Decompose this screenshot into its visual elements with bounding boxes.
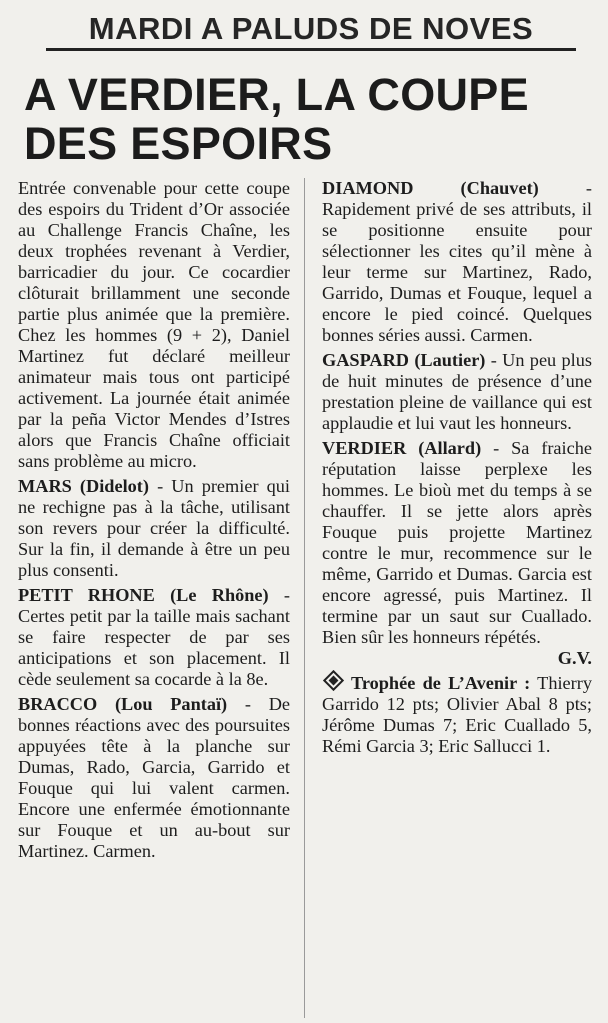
bull-text-diamond: Rapidement privé de ses attributs, il se positionne ensuite pour sélectionner les cites qu’il mène à leur terme sur Martinez, Rado, Garrido, Dumas et Fouque, lequel a encore le pied coincé. Quelques bonnes séries aussi. Carmen. <box>322 199 592 345</box>
bull-text-bracco: De bonnes réactions avec des poursuites appuyées tête à la planche sur Dumas, Rado, Garcia, Garrido et Fouque qui lui valent carmen. Encore une enfermée émotionnante sur Fouque et un au-bout sur Martinez. Carmen. <box>18 694 290 861</box>
headline: A VERDIER, LA COUPE DES ESPOIRS <box>24 69 529 169</box>
bull-text-petit-rhone: Certes petit par la taille mais sachant se faire respecter de par ses anticipations et son placement. Il cède seulement sa cocarde à la 8e. <box>18 606 290 689</box>
bull-text-verdier: Sa fraiche réputation laisse perplexe les hommes. Le bioù met du temps à se chauffer. Il se jette alors après Fouque puis projette Martinez contre le mur, recommence sur le même, Garrido et Dumas. Garcia est encore agressé, puis Martinez. Il termine par un saut sur Cuallado. Bien sûr les honneurs répétés. <box>322 438 592 647</box>
bull-entry-mars: MARS (Didelot) - Un premier qui ne rechigne pas à la tâche, utilisant son revers pour créer la difficulté. Sur la fin, il demande à être un peu plus consenti. <box>18 476 290 580</box>
bull-name-mars: MARS (Didelot) <box>18 476 149 496</box>
bull-entry-bracco: BRACCO (Lou Pantaï) - De bonnes réactions avec des poursuites appuyées tête à la planche sur Dumas, Rado, Garcia, Garrido et Fouque qui lui valent carmen. Encore une enfermée émotionnante sur Fouque et un au-bout sur Martinez. Carmen. <box>18 694 290 861</box>
bull-name-bracco: BRACCO (Lou Pantaï) <box>18 694 228 714</box>
bull-entry-verdier: VERDIER (Allard) - Sa fraiche réputation laisse perplexe les hommes. Le bioù met du temps à se chauffer. Il se jette alors après Fouque puis projette Martinez contre le mur, recommence sur le même, Garrido et Dumas. Garcia est encore agressé, puis Martinez. Il termine par un saut sur Cuallado. Bien sûr les honneurs répétés. <box>322 438 592 647</box>
author-signature: G.V. <box>557 648 592 668</box>
right-column <box>322 178 592 1023</box>
bull-name-verdier: VERDIER (Allard) <box>322 438 482 458</box>
diamond-bullet-icon <box>323 670 344 691</box>
left-column <box>18 178 290 1023</box>
bull-text-mars: Un premier qui ne rechigne pas à la tâche, utilisant son revers pour créer la difficulté. Sur la fin, il demande à être un peu plus consenti. <box>18 476 290 580</box>
trophy-text: Thierry Garrido 12 pts; Olivier Abal 8 pts; Jérôme Dumas 7; Eric Cuallado 5, Rémi Garcia 3; Eric Sallucci 1. <box>322 673 592 756</box>
bull-entry-petit-rhone: PETIT RHONE (Le Rhône) - Certes petit par la taille mais sachant se faire respecter de par ses anticipations et son placement. Il cède seulement sa cocarde à la 8e. <box>18 585 290 689</box>
intro-paragraph: Entrée convenable pour cette coupe des espoirs du Trident d’Or associée au Challenge Francis Chaîne, les deux trophées revenant à Verdier, barricadier du jour. Ce cocardier clôturait brillamment une seconde partie plus animée que la première. Chez les hommes (9 + 2), Daniel Martinez fut déclaré meilleur animateur mais tous ont participé activement. La journée était animée par la peña Victor Mendes d’Istres alors que Francis Chaîne officiait sans problème au micro. <box>18 178 290 471</box>
bull-name-diamond: DIAMOND (Chauvet) <box>322 178 539 198</box>
trophy-title: Trophée de L’Avenir : <box>351 673 531 693</box>
column-divider <box>304 178 305 1018</box>
kicker-text: MARDI A PALUDS DE NOVES <box>88 11 534 46</box>
kicker-banner <box>46 10 576 51</box>
bull-entry-gaspard: GASPARD (Lautier) - Un peu plus de huit minutes de présence d’une prestation pleine de vaillance qui est applaudie et lui vaut les honneurs. <box>322 350 592 433</box>
bull-entry-diamond: DIAMOND (Chauvet) - Rapidement privé de ses attributs, il se positionne ensuite pour sélectionner les cites qu’il mène à leur terme sur Martinez, Rado, Garrido, Dumas et Fouque, lequel a encore le pied coincé. Quelques bonnes séries aussi. Carmen. <box>322 178 592 345</box>
bull-name-petit-rhone: PETIT RHONE (Le Rhône) <box>18 585 269 605</box>
bull-text-gaspard: Un peu plus de huit minutes de présence d’une prestation pleine de vaillance qui est applaudie et lui vaut les honneurs. <box>322 350 592 433</box>
trophy-results <box>322 673 592 757</box>
bull-name-gaspard: GASPARD (Lautier) <box>322 350 486 370</box>
